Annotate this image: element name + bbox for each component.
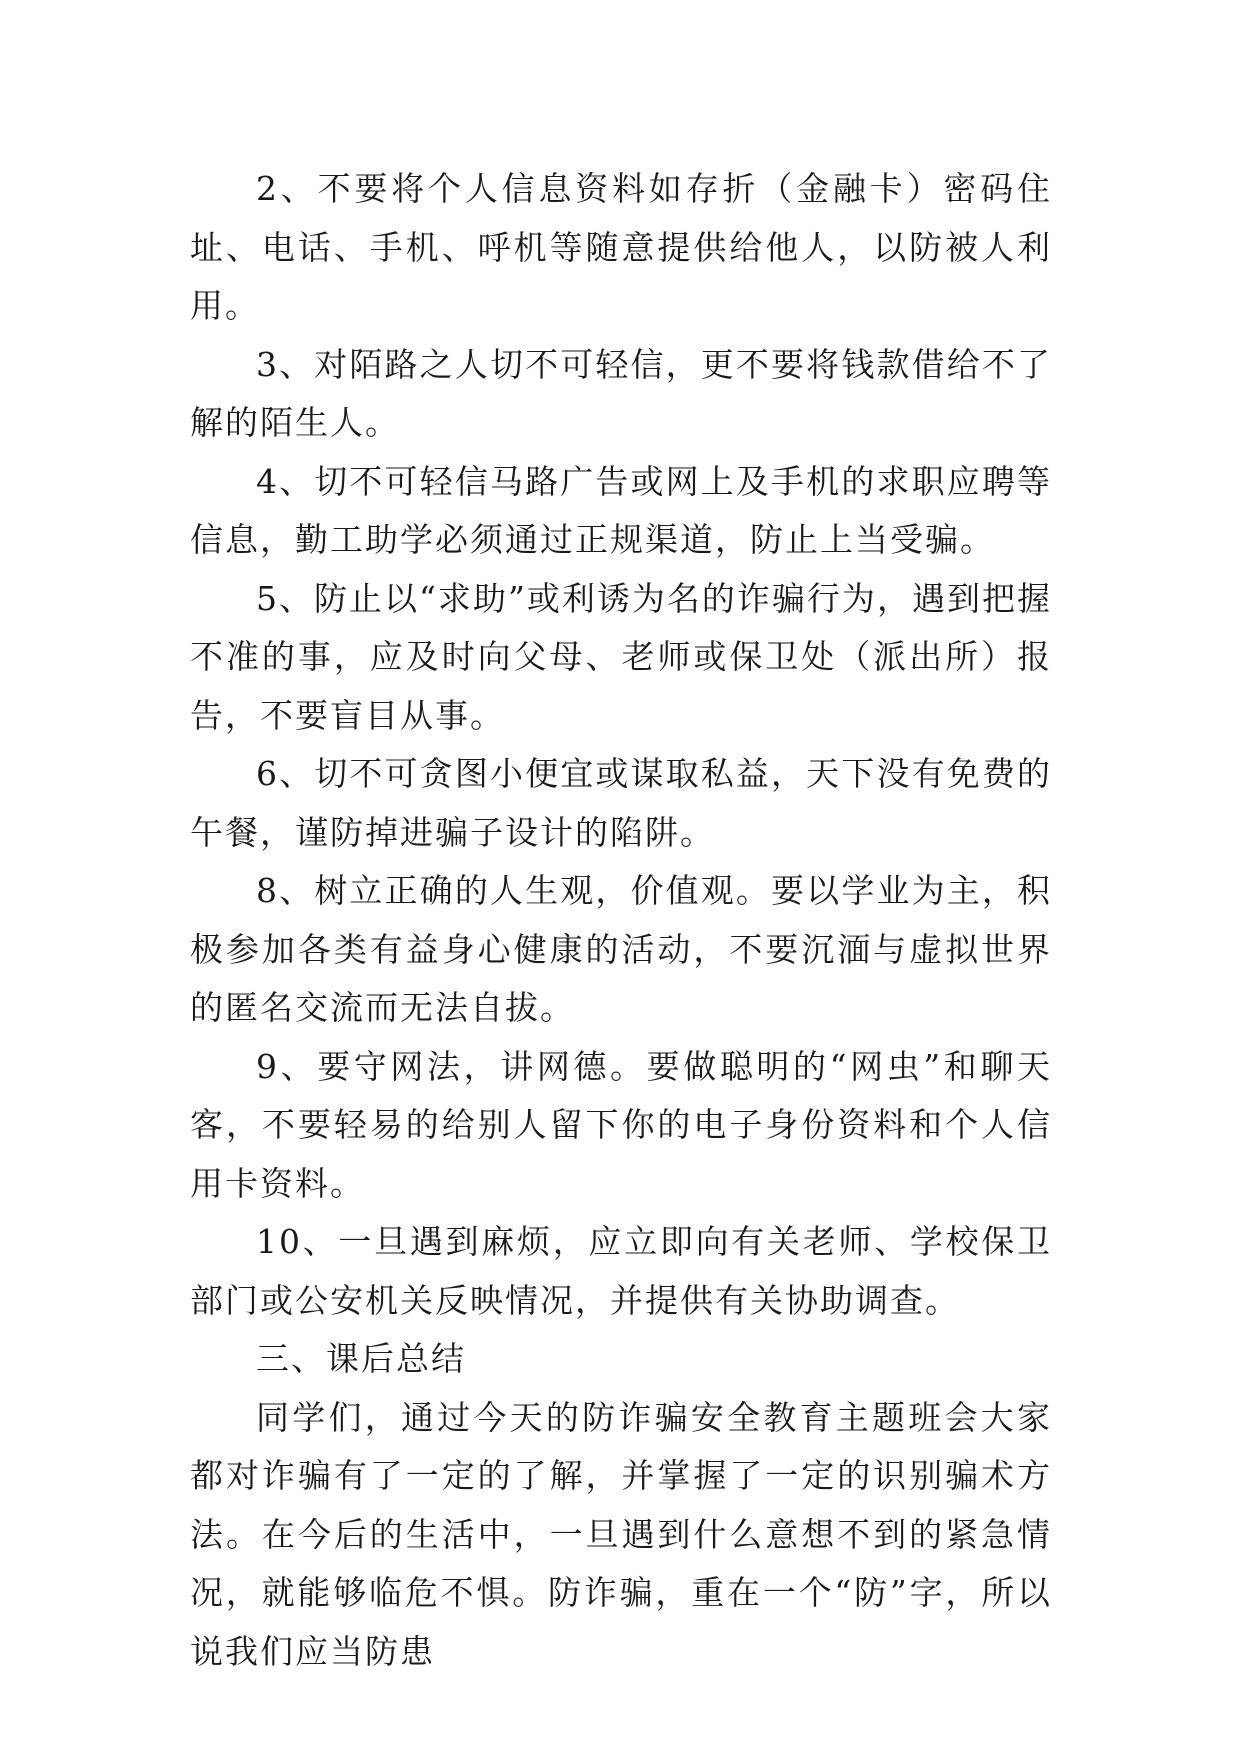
section-heading: 三、课后总结 [256, 1339, 466, 1378]
paragraph-item-3: 3、对陌路之人切不可轻信，更不要将钱款借给不了解的陌生人。 [190, 344, 1052, 442]
paragraph-item-9: 9、要守网法，讲网德。要做聪明的“网虫”和聊天客，不要轻易的给别人留下你的电子身份资料和个人信用卡资料。 [190, 1046, 1052, 1203]
paragraph-item-10: 10、一旦遇到麻烦，应立即向有关老师、学校保卫部门或公安机关反映情况，并提供有关协助调查。 [190, 1222, 1052, 1320]
paragraph-item-4: 4、切不可轻信马路广告或网上及手机的求职应聘等信息，勤工助学必须通过正规渠道，防止上当受骗。 [190, 461, 1052, 559]
paragraph-item-5: 5、防止以“求助”或利诱为名的诈骗行为，遇到把握不准的事，应及时向父母、老师或保卫处（派出所）报告，不要盲目从事。 [190, 578, 1052, 735]
document-body [190, 160, 1052, 1681]
paragraph-item-8: 8、树立正确的人生观，价值观。要以学业为主，积极参加各类有益身心健康的活动，不要沉湎与虚拟世界的匿名交流而无法自拔。 [190, 871, 1052, 1027]
paragraph-item-2: 2、不要将个人信息资料如存折（金融卡）密码住址、电话、手机、呼机等随意提供给他人，以防被人利用。 [190, 169, 1052, 325]
summary-paragraph: 同学们，通过今天的防诈骗安全教育主题班会大家都对诈骗有了一定的了解，并掌握了一定的识别骗术方法。在今后的生活中，一旦遇到什么意想不到的紧急情况，就能够临危不惧。防诈骗，重在一个“防”字，所以说我们应当防患 [190, 1397, 1052, 1671]
paragraph-item-6: 6、切不可贪图小便宜或谋取私益，天下没有免费的午餐，谨防掉进骗子设计的陷阱。 [190, 754, 1052, 852]
